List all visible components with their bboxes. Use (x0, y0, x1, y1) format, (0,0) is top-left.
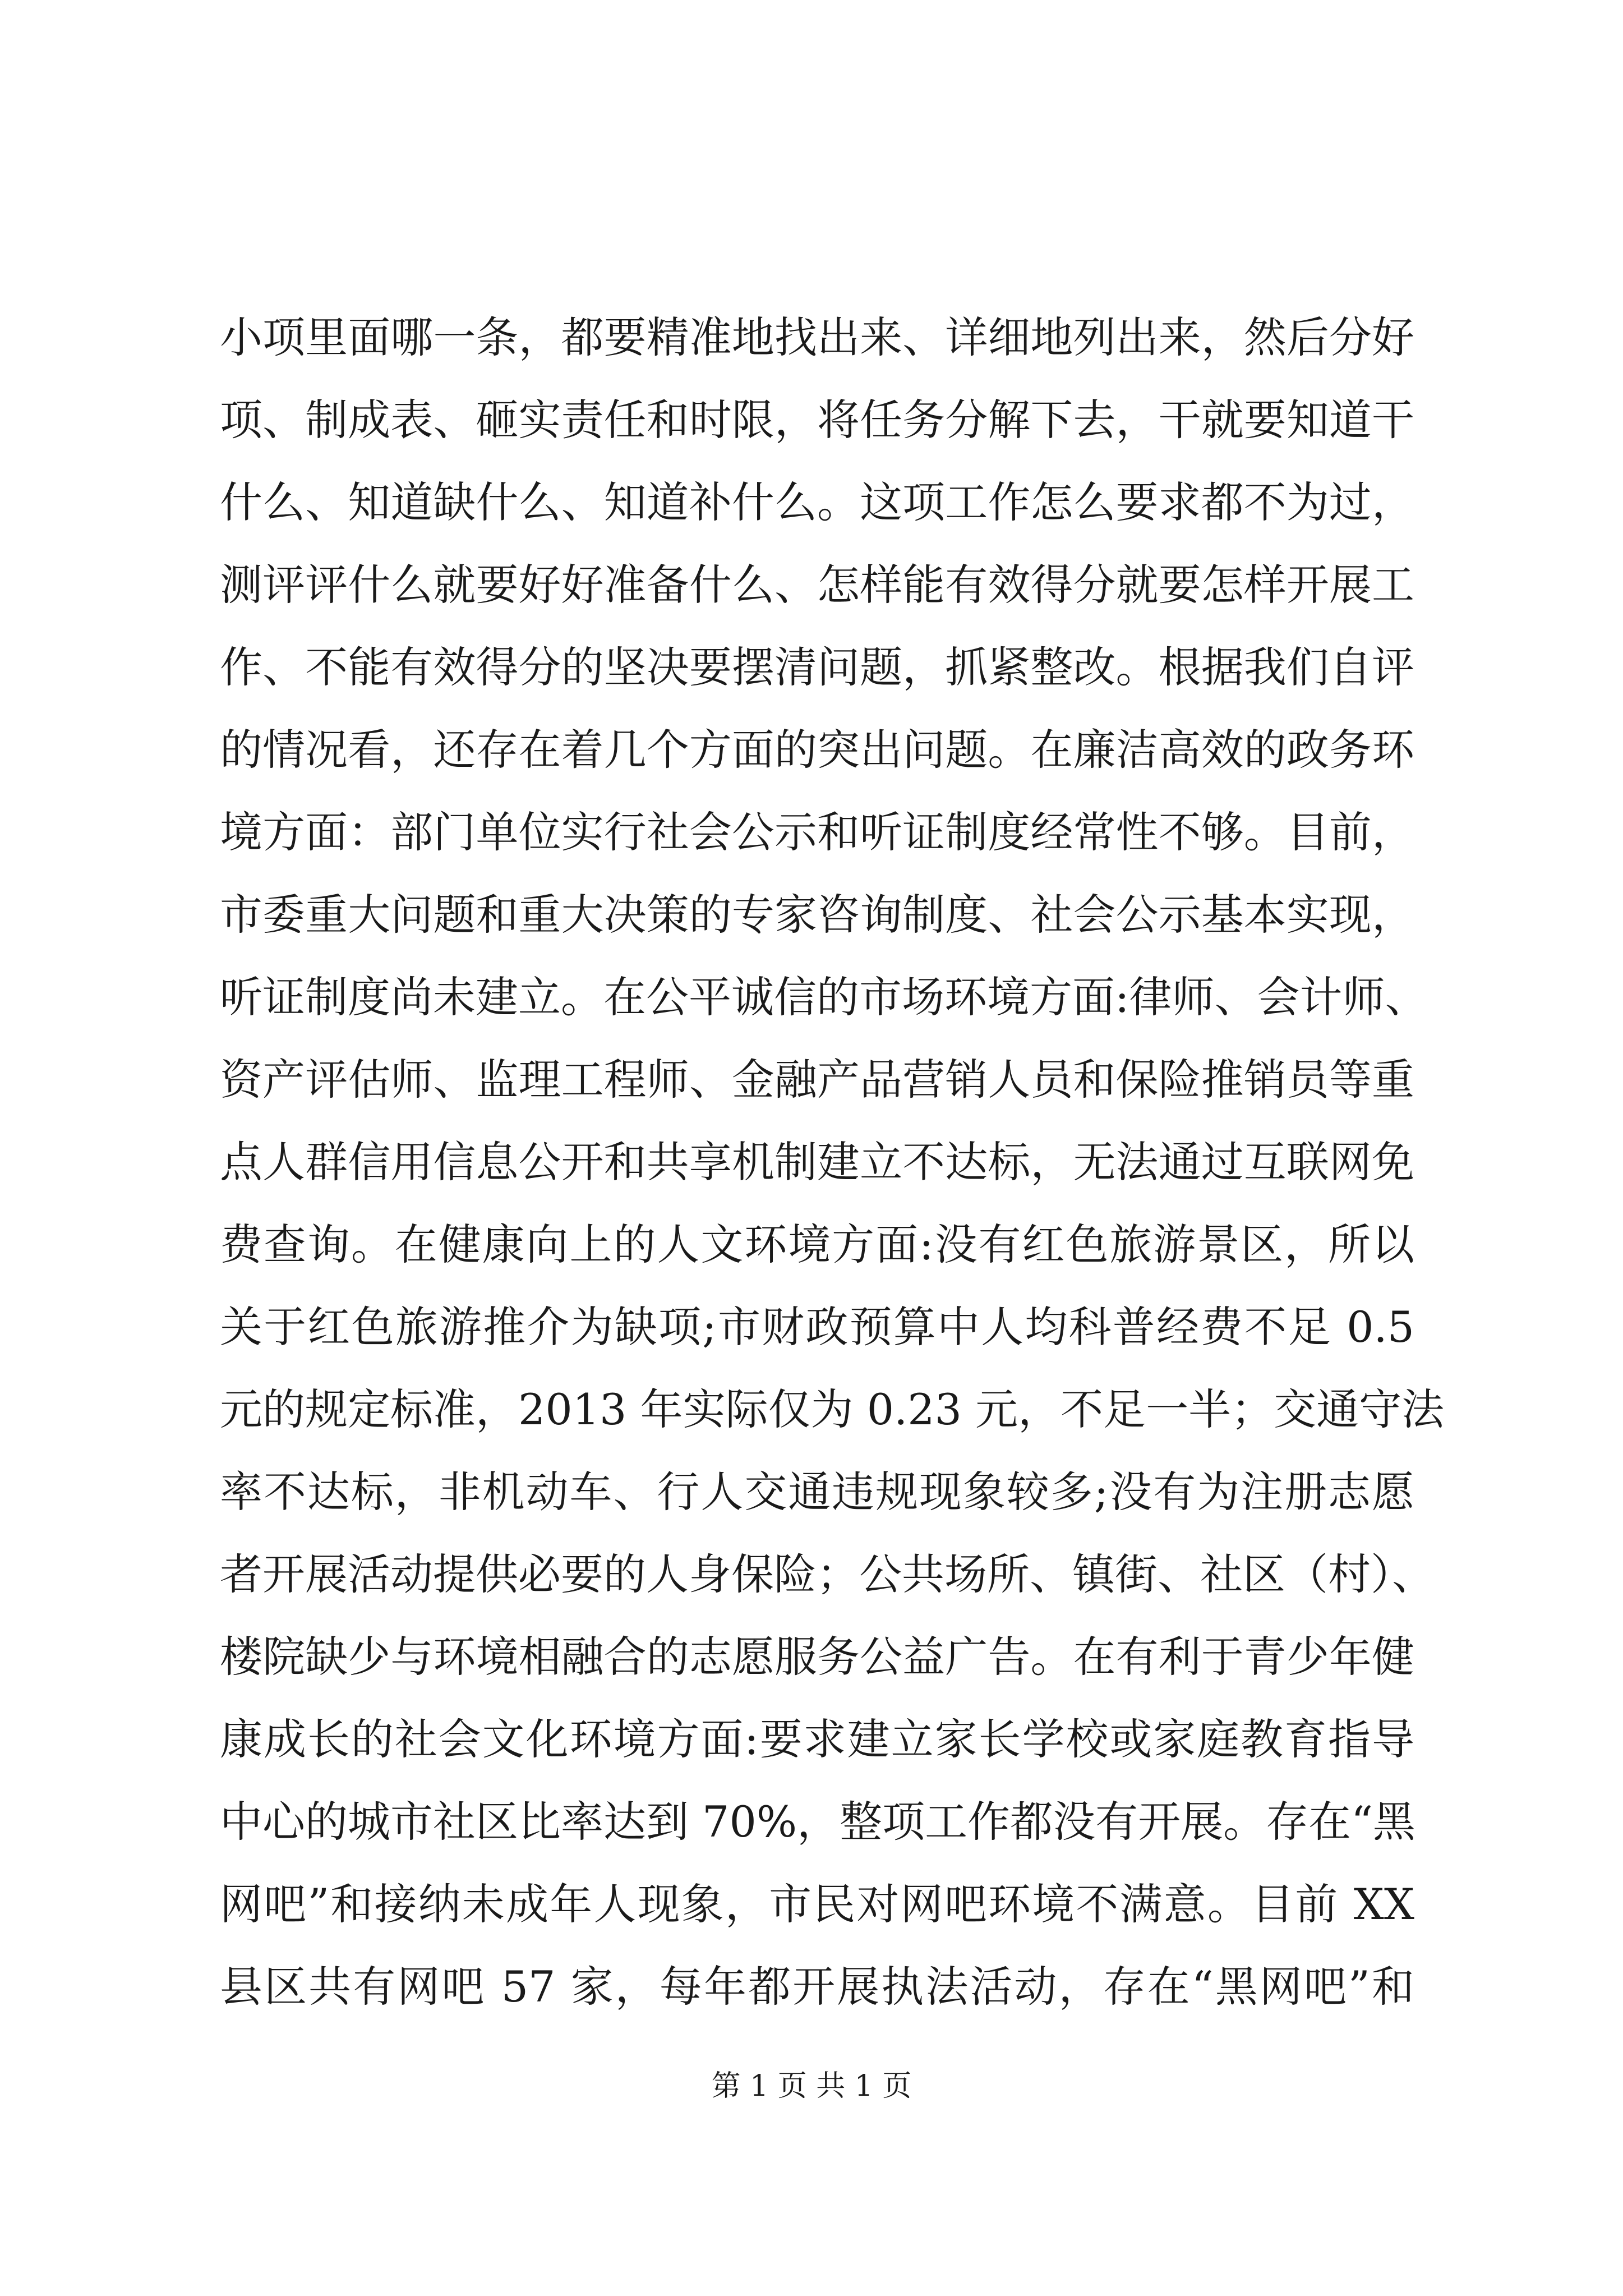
text-line: 听证制度尚未建立。在公平诚信的市场环境方面:律师、会计师、 (220, 972, 1428, 1022)
text-line: 测评评什么就要好好准备什么、怎样能有效得分就要怎样开展工 (220, 560, 1414, 610)
text-line: 关于红色旅游推介为缺项;市财政预算中人均科普经费不足 0.5 (220, 1302, 1414, 1352)
text-line: 作、不能有效得分的坚决要摆清问题，抓紧整改。根据我们自评 (220, 642, 1414, 692)
text-line: 资产评估师、监理工程师、金融产品营销人员和保险推销员等重 (220, 1055, 1414, 1105)
text-line: 小项里面哪一条，都要精准地找出来、详细地列出来，然后分好 (220, 312, 1414, 362)
body-text (220, 296, 1445, 2028)
text-line: 的情况看，还存在着几个方面的突出问题。在廉洁高效的政务环 (220, 725, 1414, 775)
page-footer (0, 2067, 1623, 2106)
text-line: 项、制成表、砸实责任和时限，将任务分解下去，干就要知道干 (220, 395, 1414, 445)
page-number-label: 第 1 页 共 1 页 (711, 2069, 912, 2103)
text-line: 元的规定标准，2013 年实际仅为 0.23 元，不足一半；交通守法 (220, 1384, 1445, 1434)
text-line: 费查询。在健康向上的人文环境方面:没有红色旅游景区，所以 (220, 1220, 1414, 1269)
text-line: 康成长的社会文化环境方面:要求建立家长学校或家庭教育指导 (220, 1714, 1414, 1764)
text-line: 点人群信用信息公开和共享机制建立不达标，无法通过互联网免 (220, 1137, 1414, 1187)
text-line: 楼院缺少与环境相融合的志愿服务公益广告。在有利于青少年健 (220, 1632, 1414, 1682)
text-line: 率不达标，非机动车、行人交通违规现象较多;没有为注册志愿 (220, 1467, 1414, 1517)
text-line: 网吧”和接纳未成年人现象，市民对网吧环境不满意。目前 XX (220, 1879, 1414, 1929)
text-line: 者开展活动提供必要的人身保险；公共场所、镇街、社区（村）、 (220, 1549, 1435, 1599)
text-line: 中心的城市社区比率达到 70%，整项工作都没有开展。存在“黑 (220, 1797, 1415, 1847)
text-line: 什么、知道缺什么、知道补什么。这项工作怎么要求都不为过， (220, 477, 1414, 527)
text-line: 县区共有网吧 57 家，每年都开展执法活动，存在“黑网吧”和 (220, 1962, 1414, 2012)
text-line: 境方面：部门单位实行社会公示和听证制度经常性不够。目前， (220, 807, 1414, 857)
text-line: 市委重大问题和重大决策的专家咨询制度、社会公示基本实现， (220, 890, 1414, 940)
